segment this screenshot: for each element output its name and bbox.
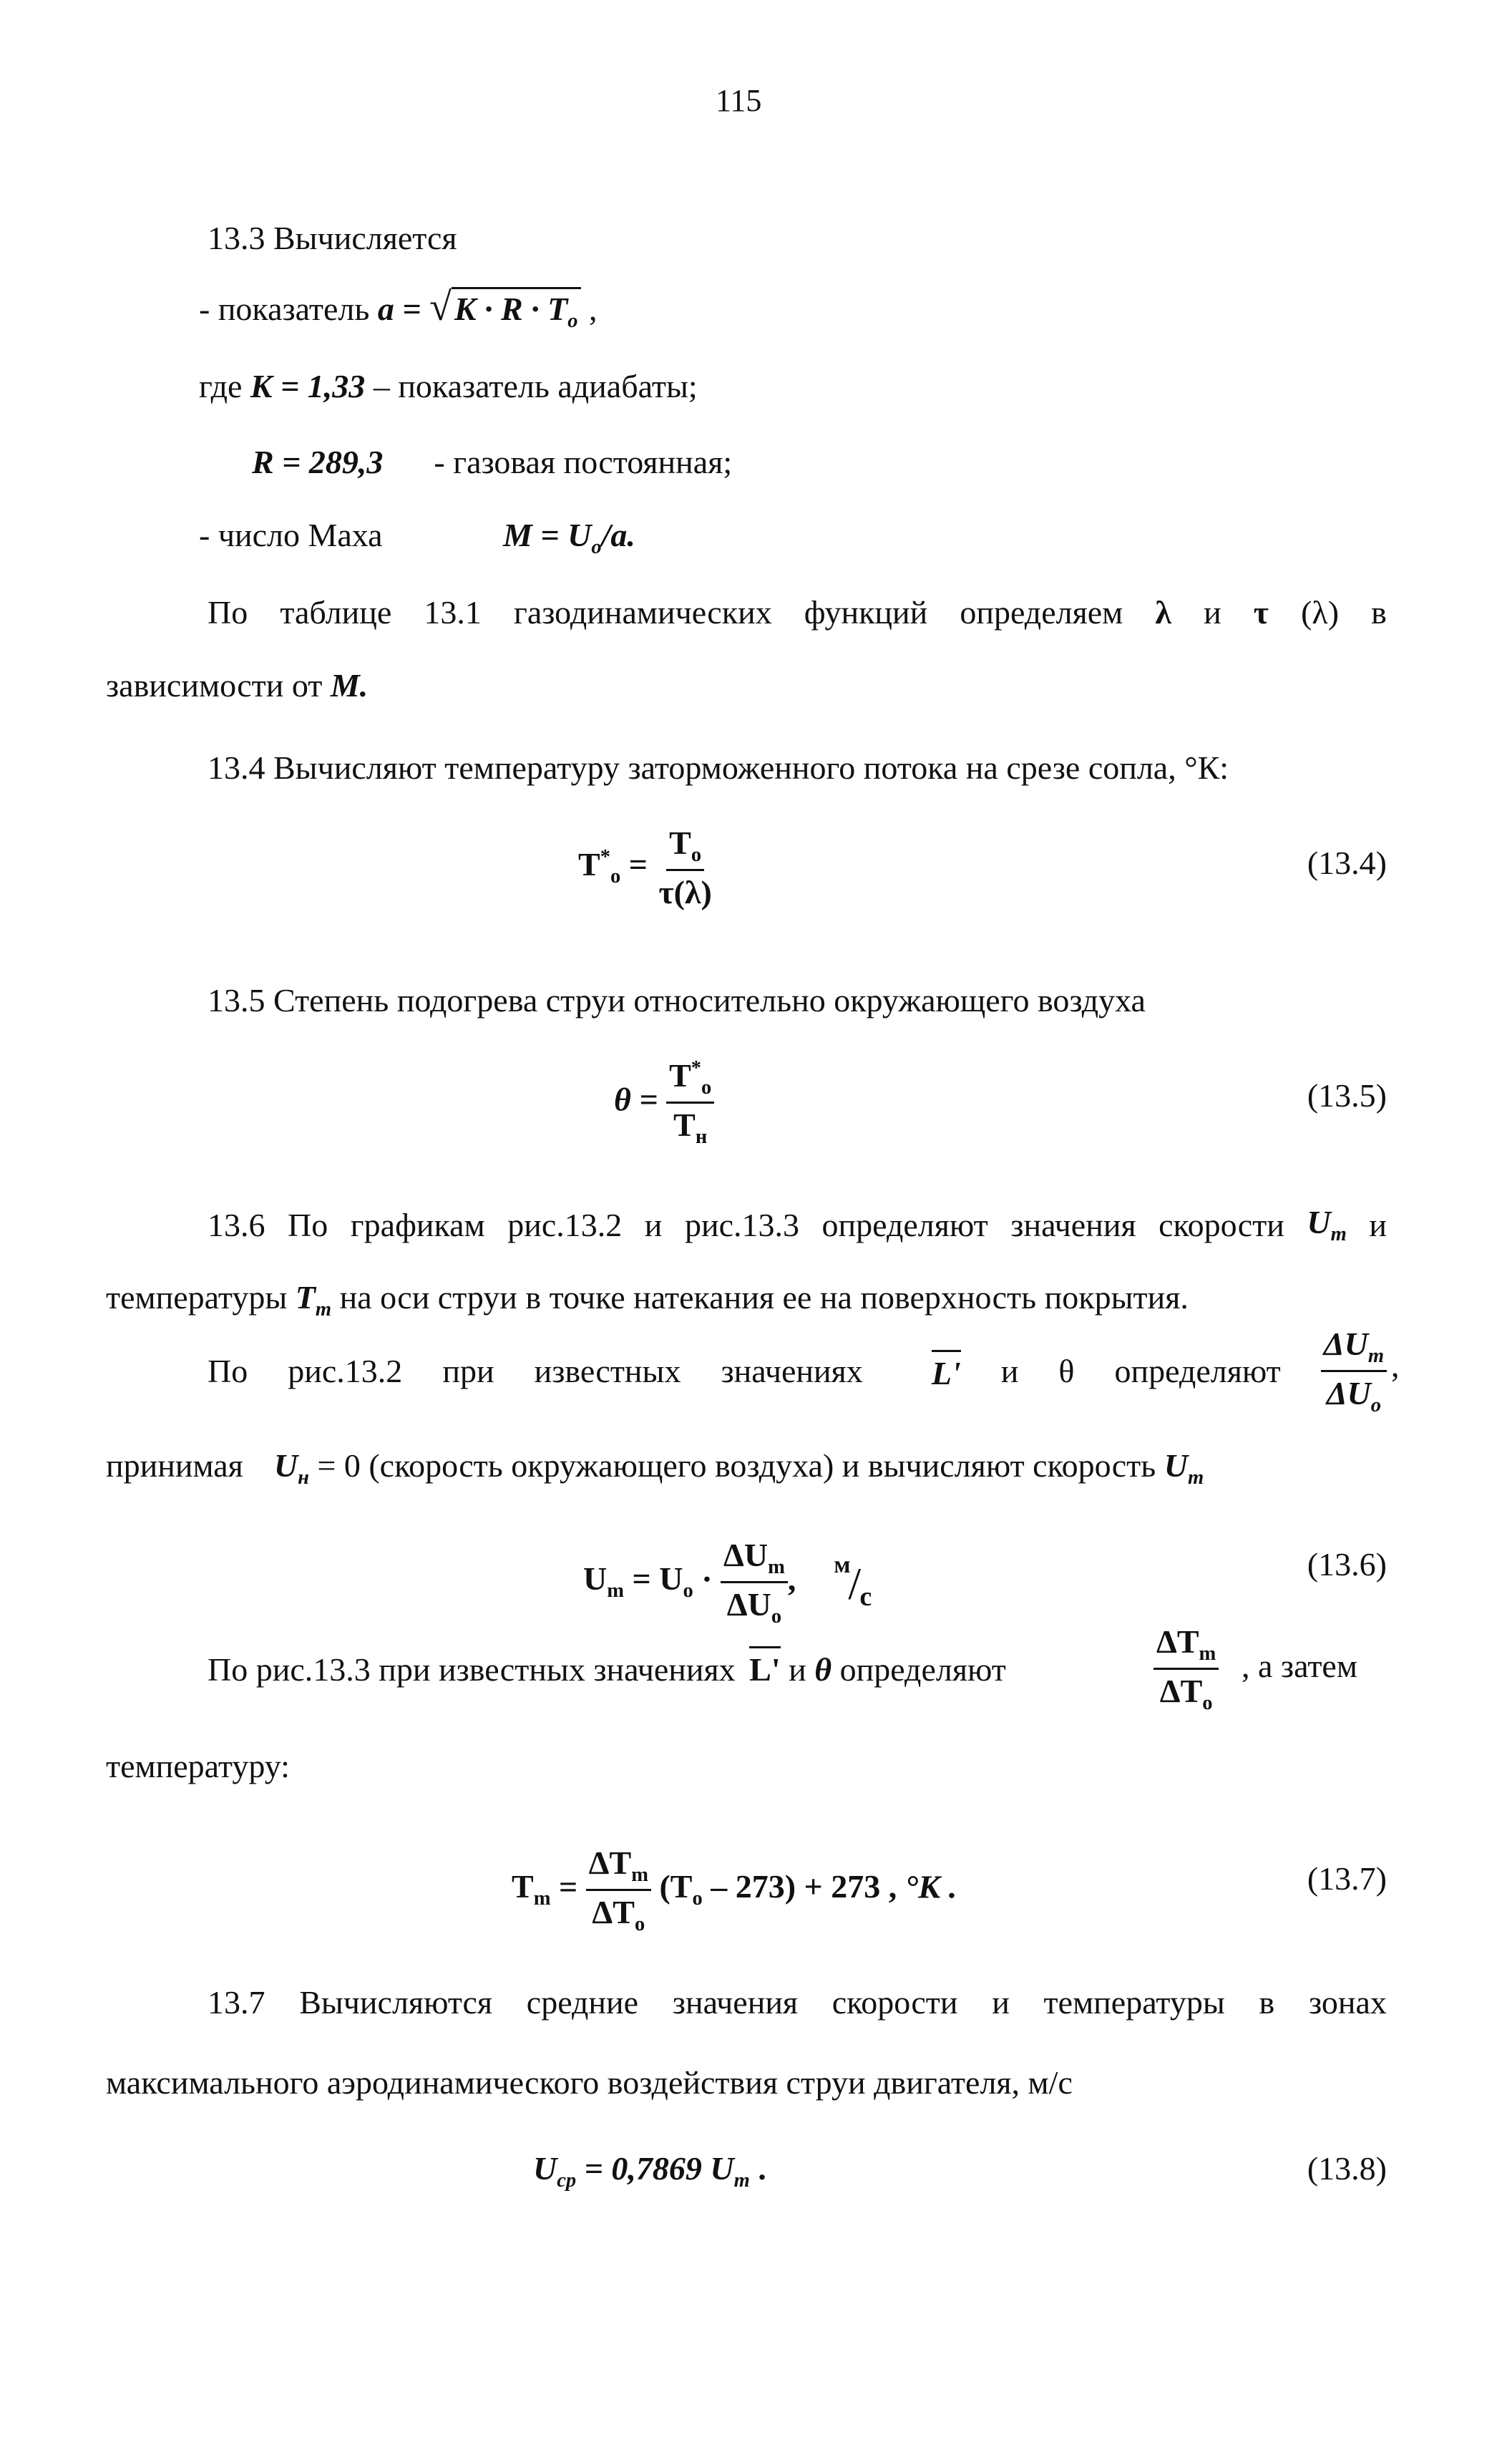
word: определяем bbox=[960, 594, 1123, 631]
word: и bbox=[1000, 1353, 1019, 1390]
word: таблице bbox=[280, 594, 392, 631]
word: рис.13.3 bbox=[684, 1206, 799, 1243]
word: и bbox=[1204, 594, 1221, 631]
eq-13-7-fraction: $\frac{\Delta T_m}{\Delta T_o}$ bbox=[586, 1843, 651, 1937]
word: 13.6 bbox=[208, 1206, 265, 1243]
word: в bbox=[1371, 594, 1387, 631]
velocity-symbol: $U_m$ bbox=[1307, 1204, 1347, 1245]
section-13-6-line-4: принимая $U_н = 0$ (скорость окружающего воздуха) и вычисляют скорость $U_m$ bbox=[106, 1447, 1204, 1489]
section-13-5-text: 13.5 Степень подогрева струи относительно окружающего воздуха bbox=[208, 982, 1146, 1019]
adiabatic-index-line bbox=[199, 366, 698, 406]
eq-13-4-lhs: $T^*_o$ bbox=[578, 845, 621, 888]
adiabatic-value: K = 1,33 bbox=[250, 368, 366, 404]
word: газодинамических bbox=[513, 594, 772, 631]
section-13-6-line-5-tail: , а затем bbox=[1242, 1648, 1357, 1684]
word: и bbox=[1369, 1206, 1387, 1243]
word: в bbox=[1259, 1984, 1275, 2021]
eq-13-4-fraction: $\frac{T_o}{\tau(\lambda)}$ bbox=[658, 825, 712, 911]
section-13-6-line-5: По рис.13.3 при известных значениях L' и θ определяют bbox=[208, 1646, 1006, 1689]
equation-13-5 bbox=[614, 1056, 714, 1149]
word: скорости bbox=[1159, 1206, 1284, 1243]
word: значениях bbox=[721, 1353, 863, 1390]
sqrt-sign: √ bbox=[429, 285, 452, 329]
word: По bbox=[208, 1353, 248, 1390]
word: (λ) bbox=[1301, 594, 1340, 631]
word: рис.13.2 bbox=[507, 1206, 623, 1243]
adiabatic-desc: – показатель адиабаты; bbox=[373, 368, 698, 404]
equation-13-7: $T_m$ = $\frac{\Delta T_m}{\Delta T_o}$ $(T_o - 273) + 273$ , °К . bbox=[512, 1843, 957, 1937]
word: и bbox=[644, 1206, 663, 1243]
eq-13-5-fraction: $\frac{T^*_o}{T_н}$ bbox=[666, 1056, 714, 1149]
word: графикам bbox=[350, 1206, 485, 1243]
word: температуры bbox=[1043, 1984, 1225, 2021]
gas-constant-value: R = 289,3 bbox=[252, 444, 384, 480]
mach-formula: $M = U_o/a$. bbox=[503, 517, 635, 558]
word: известных bbox=[534, 1353, 681, 1390]
equation-number-13-7: (13.7) bbox=[1307, 1860, 1387, 1897]
equation-13-6: $U_m = U_o$ · $\frac{\Delta U_m}{\Delta U_o}$ , м / с bbox=[583, 1535, 877, 1629]
theta-symbol: θ bbox=[1058, 1353, 1075, 1390]
equation-13-4 bbox=[578, 823, 715, 912]
word: скорости bbox=[831, 1984, 958, 2021]
l-bar-symbol: L' bbox=[932, 1350, 961, 1393]
word: зонах bbox=[1308, 1984, 1387, 2021]
word: и bbox=[992, 1984, 1010, 2021]
equation-number-13-4: (13.4) bbox=[1307, 845, 1387, 881]
mach-label: - число Маха bbox=[199, 517, 383, 553]
section-13-7-line-2: максимального аэродинамического воздействия струи двигателя, м/с bbox=[106, 2064, 1073, 2101]
speed-of-sound-line bbox=[199, 283, 598, 334]
unit-m-per-s: м / с bbox=[834, 1551, 872, 1612]
word: По bbox=[208, 594, 248, 631]
gas-constant-desc: - газовая постоянная; bbox=[434, 444, 733, 480]
section-13-6-line-1 bbox=[208, 1202, 1387, 1247]
gasdynamic-table-line-2: зависимости от M. bbox=[106, 667, 369, 704]
word: Вычисляются bbox=[299, 1984, 493, 2021]
gas-constant-line bbox=[252, 442, 732, 482]
page-number: 115 bbox=[716, 83, 762, 118]
section-13-6-line-3 bbox=[208, 1324, 1387, 1418]
word: определяют bbox=[1114, 1353, 1281, 1390]
equation-number-13-6: (13.6) bbox=[1307, 1546, 1387, 1583]
sqrt-radicand: $K \cdot R \cdot T_o$ bbox=[452, 287, 581, 334]
section-13-4-text: 13.4 Вычисляют температуру заторможенного потока на срезе сопла, °К: bbox=[208, 749, 1229, 786]
section-13-6-line-2: температуры $T_m$ на оси струи в точке натекания ее на поверхность покрытия. bbox=[106, 1279, 1189, 1321]
equation-number-13-5: (13.5) bbox=[1307, 1077, 1387, 1114]
equation-13-8: $U_{ср} = 0,7869$ $U_m$ . bbox=[533, 2150, 766, 2192]
word: значения bbox=[1010, 1206, 1136, 1243]
word: значения bbox=[672, 1984, 799, 2021]
word: 13.7 bbox=[208, 1984, 265, 2021]
word: при bbox=[442, 1353, 494, 1390]
theta-lhs: θ = bbox=[614, 1081, 658, 1118]
eq-13-6-fraction: $\frac{\Delta U_m}{\Delta U_o}$ bbox=[721, 1535, 788, 1629]
tau-symbol: τ bbox=[1253, 594, 1269, 631]
temperature-ratio-fraction: $\frac{\Delta T_m}{\Delta T_o}$ bbox=[1153, 1622, 1219, 1716]
formula-comma: , bbox=[589, 291, 598, 327]
word: рис.13.2 bbox=[288, 1353, 403, 1390]
lambda-symbol: λ bbox=[1155, 594, 1171, 631]
word: По bbox=[288, 1206, 328, 1243]
section-13-7-line-1 bbox=[208, 1983, 1387, 2022]
velocity-ratio-fraction: $\frac{\Delta U_m}{\Delta U_o}$ bbox=[1321, 1324, 1387, 1418]
speed-of-sound-lhs: a = bbox=[377, 291, 421, 327]
equals-sign: = bbox=[628, 845, 648, 883]
speed-of-sound-label: - показатель bbox=[199, 291, 370, 327]
equation-number-13-8: (13.8) bbox=[1307, 2150, 1387, 2187]
word: определяют bbox=[821, 1206, 988, 1243]
gasdynamic-table-line bbox=[208, 593, 1387, 632]
velocity-ratio-comma: , bbox=[1391, 1347, 1400, 1384]
section-13-3-heading: 13.3 Вычисляется bbox=[208, 220, 457, 256]
adiabatic-prefix: где bbox=[199, 368, 243, 404]
section-13-6-line-6: температуру: bbox=[106, 1748, 290, 1784]
word: средние bbox=[526, 1984, 639, 2021]
word: функций bbox=[804, 594, 928, 631]
word: 13.1 bbox=[424, 594, 482, 631]
